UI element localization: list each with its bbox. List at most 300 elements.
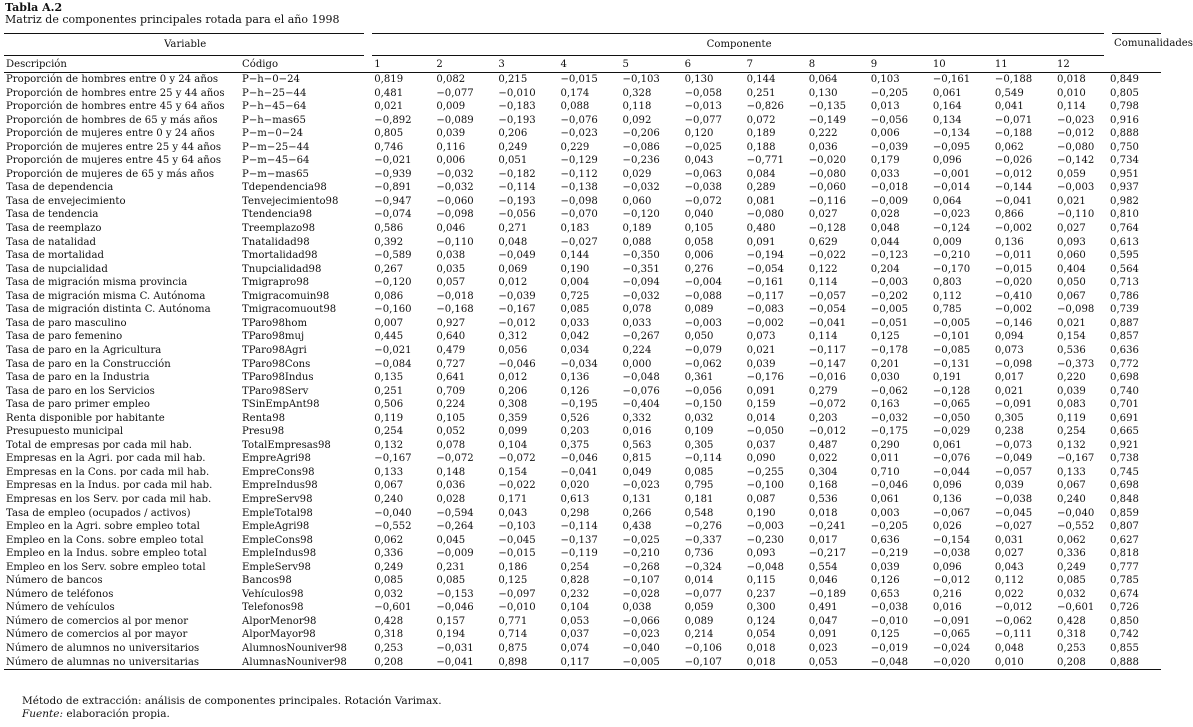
loading-value: 0,328 <box>622 87 652 99</box>
loading-value: 0,010 <box>989 656 1051 670</box>
table-row <box>4 168 1161 182</box>
loading-value: 0,136 <box>560 372 590 384</box>
loading-value: −0,045 <box>994 507 1033 519</box>
loading-value: 0,216 <box>932 588 962 600</box>
loading-value: 0,036 <box>808 141 838 153</box>
row-description: Número de alumnos no universitarios <box>6 642 200 654</box>
loading-value: 0,220 <box>1056 372 1086 384</box>
loading-value: 0,014 <box>746 412 776 424</box>
table-row <box>4 507 1161 521</box>
loading-value: 0,130 <box>808 87 838 99</box>
loading-value: 0,254 <box>560 561 590 573</box>
loading-value: 0,039 <box>994 480 1024 492</box>
loading-value: 0,062 <box>374 534 404 546</box>
comunalidad-value: 0,595 <box>1110 250 1139 262</box>
loading-value: −0,080 <box>1056 141 1095 153</box>
loading-value: −0,083 <box>746 304 784 316</box>
loading-value: 0,828 <box>560 575 590 587</box>
row-description: Número de bancos <box>6 575 103 587</box>
table-row <box>4 276 1161 290</box>
loading-value: 0,088 <box>622 236 652 248</box>
row-code: Telefonos98 <box>242 602 304 614</box>
loading-value: −0,076 <box>622 385 660 397</box>
loading-value: −0,023 <box>622 629 660 641</box>
loading-value: 0,062 <box>1056 534 1086 546</box>
loading-value: −0,009 <box>870 195 909 207</box>
loading-value: 0,181 <box>684 493 714 505</box>
row-code: Tenvejecimiento98 <box>242 195 339 207</box>
loading-value: 0,088 <box>560 101 590 113</box>
row-description: Empresas en la Cons. por cada mil hab. <box>6 466 210 478</box>
row-description: Tasa de envejecimiento <box>6 195 126 207</box>
row-description: Tasa de paro en la Industria <box>6 372 150 384</box>
loading-value: −0,098 <box>1056 304 1095 316</box>
loading-value: 0,154 <box>1056 331 1086 343</box>
loading-value: 0,157 <box>436 615 466 627</box>
loading-value: 0,548 <box>684 507 714 519</box>
loading-value: 0,094 <box>994 331 1024 343</box>
loading-value: −0,892 <box>374 114 412 126</box>
loading-value: −0,023 <box>560 128 598 140</box>
row-description: Tasa de migración misma C. Autónoma <box>6 290 206 302</box>
loading-value: 0,130 <box>684 74 714 86</box>
loading-value: 0,276 <box>684 263 714 275</box>
loading-value: 0,318 <box>374 629 404 641</box>
row-code: AlporMenor98 <box>242 615 317 627</box>
loading-value: −0,098 <box>994 358 1033 370</box>
loading-value: −0,018 <box>436 290 474 302</box>
loading-value: 0,927 <box>436 317 466 329</box>
loading-value: −0,049 <box>498 250 536 262</box>
loading-value: −0,138 <box>560 182 598 194</box>
loading-value: 0,000 <box>622 358 652 370</box>
loading-value: 0,033 <box>870 168 900 180</box>
table-row <box>4 236 1161 250</box>
row-code: EmpreIndus98 <box>242 480 318 492</box>
loading-value: 0,050 <box>684 331 714 343</box>
comunalidad-value: 0,764 <box>1110 223 1139 235</box>
loading-value: 0,061 <box>870 493 900 505</box>
loading-value: 0,007 <box>374 317 404 329</box>
row-description: Número de comercios al por mayor <box>6 629 188 641</box>
table-row <box>4 588 1161 602</box>
loading-value: −0,062 <box>994 615 1033 627</box>
row-code: TParo98Cons <box>242 358 311 370</box>
loading-value: 0,058 <box>684 236 714 248</box>
loading-value: −0,072 <box>498 453 536 465</box>
table-row <box>4 452 1161 466</box>
row-code: Vehículos98 <box>242 588 304 600</box>
loading-value: −0,038 <box>994 493 1033 505</box>
loading-value: −0,103 <box>498 521 536 533</box>
comunalidad-value: 0,627 <box>1110 534 1139 546</box>
loading-value: −0,014 <box>932 182 971 194</box>
loading-value: 0,037 <box>746 439 776 451</box>
loading-value: −0,072 <box>684 195 722 207</box>
loading-value: −0,048 <box>865 656 927 670</box>
row-code: TParo98muj <box>242 331 305 343</box>
loading-value: −0,167 <box>374 453 412 465</box>
loading-value: 0,206 <box>498 385 528 397</box>
loading-value: −0,193 <box>498 195 536 207</box>
loading-value: 0,144 <box>746 74 776 86</box>
loading-value: 0,487 <box>808 439 838 451</box>
loading-value: 0,304 <box>808 466 838 478</box>
comunalidad-value: 0,701 <box>1110 399 1139 411</box>
row-description: Número de vehículos <box>6 602 115 614</box>
loading-value: −0,009 <box>436 548 474 560</box>
loading-value: 0,105 <box>436 412 466 424</box>
loading-value: −0,048 <box>746 561 784 573</box>
row-code: EmpleTotal98 <box>242 507 313 519</box>
row-description: Tasa de tendencia <box>6 209 99 221</box>
loading-value: 0,148 <box>436 466 466 478</box>
loading-value: 0,819 <box>374 74 404 86</box>
loading-value: −0,032 <box>622 290 660 302</box>
loading-value: −0,057 <box>808 290 847 302</box>
loading-value: 0,086 <box>374 290 404 302</box>
comunalidad-value: 0,564 <box>1110 263 1139 275</box>
loading-value: 0,104 <box>498 439 528 451</box>
loading-value: 0,191 <box>932 372 962 384</box>
loading-value: 0,036 <box>436 480 466 492</box>
loading-value: 0,021 <box>374 101 404 113</box>
loading-value: 0,251 <box>374 385 404 397</box>
loading-value: −0,025 <box>622 534 660 546</box>
loading-value: 0,048 <box>870 223 900 235</box>
table-row <box>4 398 1161 412</box>
loading-value: 0,190 <box>560 263 590 275</box>
loading-value: 0,090 <box>746 453 776 465</box>
loading-value: −0,074 <box>374 209 412 221</box>
row-code: EmpleServ98 <box>242 561 311 573</box>
source-label: Fuente: <box>22 708 63 720</box>
loading-value: −0,002 <box>994 304 1033 316</box>
comunalidad-value: 0,740 <box>1110 385 1139 397</box>
loading-value: −0,026 <box>994 155 1033 167</box>
loading-value: −0,046 <box>560 453 598 465</box>
table-row <box>4 141 1161 155</box>
loading-value: −0,142 <box>1056 155 1095 167</box>
table-row <box>4 73 1161 87</box>
loading-value: 0,224 <box>622 344 652 356</box>
loading-value: 0,053 <box>560 615 590 627</box>
loading-value: 0,179 <box>870 155 900 167</box>
loading-value: −0,012 <box>808 426 847 438</box>
loading-value: 0,131 <box>622 493 652 505</box>
loading-value: −0,002 <box>994 223 1033 235</box>
comunalidad-value: 0,739 <box>1110 304 1139 316</box>
loading-value: 0,305 <box>684 439 714 451</box>
table-row <box>4 615 1161 629</box>
loading-value: −0,098 <box>560 195 598 207</box>
loading-value: −0,189 <box>808 588 847 600</box>
table-row <box>4 357 1161 371</box>
loading-value: −0,129 <box>560 155 598 167</box>
loading-value: 0,641 <box>436 372 466 384</box>
loading-value: −0,084 <box>374 358 412 370</box>
loading-value: −0,010 <box>870 615 909 627</box>
components-table <box>4 33 1193 670</box>
loading-value: 0,023 <box>808 642 838 654</box>
loading-value: −0,041 <box>808 317 847 329</box>
loading-value: 0,091 <box>808 629 838 641</box>
comunalidad-value: 0,818 <box>1110 548 1139 560</box>
loading-value: 0,201 <box>870 358 900 370</box>
comunalidad-value: 0,698 <box>1110 480 1139 492</box>
loading-value: −0,020 <box>808 155 847 167</box>
loading-value: 0,083 <box>1056 399 1086 411</box>
loading-value: 0,043 <box>994 561 1024 573</box>
table-row <box>4 317 1161 331</box>
loading-value: 0,120 <box>684 128 714 140</box>
loading-value: −0,023 <box>932 209 971 221</box>
row-description: Empleo en la Indus. sobre empleo total <box>6 548 207 560</box>
loading-value: 0,119 <box>1056 412 1086 424</box>
loading-value: 0,136 <box>932 493 962 505</box>
loading-value: −0,116 <box>808 195 847 207</box>
loading-value: −0,010 <box>498 87 536 99</box>
loading-value: −0,032 <box>622 182 660 194</box>
loading-value: 0,103 <box>870 74 900 86</box>
loading-value: −0,230 <box>746 534 784 546</box>
loading-value: −0,112 <box>560 168 598 180</box>
loading-value: −0,117 <box>808 344 847 356</box>
row-code: Tmigracomuin98 <box>242 290 330 302</box>
loading-value: −0,149 <box>808 114 847 126</box>
componente-header: Componente <box>368 34 1108 56</box>
loading-value: −0,071 <box>994 114 1033 126</box>
loading-value: −0,012 <box>994 602 1033 614</box>
loading-value: 0,067 <box>1056 290 1086 302</box>
loading-value: 0,815 <box>622 453 652 465</box>
variable-header: Variable <box>4 34 368 56</box>
loading-value: −0,067 <box>932 507 971 519</box>
loading-value: −0,011 <box>994 250 1033 262</box>
loading-value: −0,160 <box>374 304 412 316</box>
loading-value: −0,202 <box>870 290 909 302</box>
loading-value: 0,290 <box>870 439 900 451</box>
loading-value: 0,067 <box>374 480 404 492</box>
loading-value: 0,006 <box>684 250 714 262</box>
loading-value: 0,042 <box>560 331 590 343</box>
loading-value: 0,203 <box>808 412 838 424</box>
loading-value: −0,023 <box>622 480 660 492</box>
loading-value: 0,480 <box>746 223 776 235</box>
loading-value: 0,114 <box>808 331 838 343</box>
loading-value: 0,091 <box>746 236 776 248</box>
component-header-9: 9 <box>865 56 927 73</box>
component-header-5: 5 <box>617 56 679 73</box>
loading-value: 0,049 <box>622 466 652 478</box>
table-row <box>4 290 1161 304</box>
loading-value: 0,028 <box>870 209 900 221</box>
loading-value: 0,018 <box>746 642 776 654</box>
loading-value: −0,161 <box>932 74 971 86</box>
table-row <box>4 100 1161 114</box>
loading-value: 0,039 <box>436 128 466 140</box>
loading-value: 0,059 <box>684 602 714 614</box>
row-description: Tasa de dependencia <box>6 182 114 194</box>
loading-value: 0,021 <box>746 344 776 356</box>
loading-value: 0,805 <box>374 128 404 140</box>
row-description: Tasa de paro en los Servicios <box>6 385 155 397</box>
comunalidad-value: 0,805 <box>1110 87 1139 99</box>
loading-value: −0,015 <box>994 263 1033 275</box>
loading-value: −0,062 <box>870 385 909 397</box>
row-description: Tasa de paro femenino <box>6 331 123 343</box>
loading-value: 0,445 <box>374 331 404 343</box>
loading-value: −0,079 <box>684 344 722 356</box>
component-header-10: 10 <box>927 56 989 73</box>
loading-value: −0,161 <box>746 277 784 289</box>
row-description: Proporción de hombres de 65 y más años <box>6 114 218 126</box>
row-description: Proporción de mujeres de 65 y más años <box>6 168 215 180</box>
loading-value: −0,065 <box>932 399 971 411</box>
row-description: Tasa de natalidad <box>6 236 97 248</box>
loading-value: −0,002 <box>746 317 784 329</box>
table-row <box>4 574 1161 588</box>
loading-value: −0,147 <box>808 358 847 370</box>
loading-value: 0,312 <box>498 331 528 343</box>
loading-value: 0,134 <box>932 114 962 126</box>
loading-value: 0,021 <box>1056 195 1086 207</box>
loading-value: −0,003 <box>746 521 784 533</box>
loading-value: 0,438 <box>622 521 652 533</box>
loading-value: 0,232 <box>560 588 590 600</box>
loading-value: 0,112 <box>932 290 962 302</box>
loading-value: 0,027 <box>808 209 838 221</box>
loading-value: 0,096 <box>932 561 962 573</box>
loading-value: 0,046 <box>436 223 466 235</box>
comunalidad-value: 0,798 <box>1110 101 1139 113</box>
comunalidad-value: 0,613 <box>1110 236 1139 248</box>
loading-value: 0,208 <box>1051 656 1108 670</box>
loading-value: −0,003 <box>684 317 722 329</box>
loading-value: 0,006 <box>436 155 466 167</box>
loading-value: −0,128 <box>932 385 971 397</box>
comunalidad-value: 0,857 <box>1110 331 1139 343</box>
loading-value: −0,552 <box>374 521 412 533</box>
loading-value: −0,188 <box>994 74 1033 86</box>
loading-value: −0,058 <box>684 87 722 99</box>
loading-value: −0,077 <box>684 588 722 600</box>
loading-value: 0,206 <box>498 128 528 140</box>
loading-value: 0,194 <box>436 629 466 641</box>
loading-value: 0,093 <box>1056 236 1086 248</box>
loading-value: −0,111 <box>994 629 1033 641</box>
row-description: Empresas en los Serv. por cada mil hab. <box>6 493 212 505</box>
loading-value: −0,107 <box>622 575 660 587</box>
loading-value: −0,027 <box>560 236 598 248</box>
loading-value: −0,015 <box>560 74 598 86</box>
table-caption <box>5 2 340 26</box>
table-row <box>4 249 1161 263</box>
loading-value: −0,012 <box>498 317 536 329</box>
row-code: Presu98 <box>242 426 285 438</box>
loading-value: 0,124 <box>746 615 776 627</box>
loading-value: −0,070 <box>560 209 598 221</box>
loading-value: 0,009 <box>436 101 466 113</box>
loading-value: −0,144 <box>994 182 1033 194</box>
row-code: EmpleIndus98 <box>242 548 317 560</box>
loading-value: −0,183 <box>498 101 536 113</box>
loading-value: −0,167 <box>1056 453 1095 465</box>
comunalidades-header <box>1108 34 1193 73</box>
loading-value: 0,267 <box>374 263 404 275</box>
loading-value: 0,163 <box>870 399 900 411</box>
loading-value: −0,041 <box>430 656 492 670</box>
loading-value: −0,040 <box>1056 507 1095 519</box>
loading-value: 0,053 <box>803 656 865 670</box>
row-code: Tmortalidad98 <box>242 250 318 262</box>
loading-value: −0,268 <box>622 561 660 573</box>
loading-value: 0,037 <box>560 629 590 641</box>
loading-value: −0,040 <box>622 642 660 654</box>
loading-value: 0,231 <box>436 561 466 573</box>
loading-value: −0,005 <box>617 656 679 670</box>
loading-value: 0,132 <box>374 439 404 451</box>
loading-value: −0,135 <box>808 101 847 113</box>
loading-value: −0,012 <box>994 168 1033 180</box>
comunalidad-value: 0,777 <box>1110 561 1139 573</box>
loading-value: 0,081 <box>746 195 776 207</box>
loading-value: 0,067 <box>1056 480 1086 492</box>
loading-value: −0,589 <box>374 250 412 262</box>
row-description: Proporción de mujeres entre 25 y 44 años <box>6 141 222 153</box>
row-code: TSinEmpAnt98 <box>242 399 320 411</box>
comunalidad-value: 0,810 <box>1110 209 1139 221</box>
row-code: P−m−25−44 <box>242 141 310 153</box>
row-description: Tasa de mortalidad <box>6 250 104 262</box>
loading-value: −0,088 <box>684 290 722 302</box>
loading-value: −0,066 <box>622 615 660 627</box>
loading-value: −0,410 <box>994 290 1033 302</box>
loading-value: −0,019 <box>870 642 909 654</box>
component-header-4: 4 <box>554 56 616 73</box>
table-row <box>4 222 1161 236</box>
loading-value: −0,048 <box>622 372 660 384</box>
loading-value: −0,038 <box>684 182 722 194</box>
loading-value: −0,210 <box>932 250 971 262</box>
loading-value: −0,110 <box>436 236 474 248</box>
loading-value: 0,254 <box>374 426 404 438</box>
row-code: EmpleCons98 <box>242 534 313 546</box>
loading-value: −0,947 <box>374 195 412 207</box>
loading-value: 0,746 <box>374 141 404 153</box>
comunalidad-value: 0,888 <box>1108 656 1161 670</box>
component-header-3: 3 <box>492 56 554 73</box>
loading-value: 0,359 <box>498 412 528 424</box>
loading-value: 0,027 <box>994 548 1024 560</box>
loading-value: −0,076 <box>560 114 598 126</box>
loading-value: 0,018 <box>1056 74 1086 86</box>
table-row <box>4 303 1161 317</box>
loading-value: 0,771 <box>498 615 528 627</box>
row-code: Treemplazo98 <box>242 223 316 235</box>
loading-value: −0,601 <box>374 602 412 614</box>
loading-value: −0,016 <box>808 372 847 384</box>
row-description: Tasa de migración distinta C. Autónoma <box>6 304 211 316</box>
loading-value: 0,033 <box>560 317 590 329</box>
loading-value: −0,236 <box>622 155 660 167</box>
loading-value: 0,062 <box>994 141 1024 153</box>
loading-value: 0,266 <box>622 507 652 519</box>
loading-value: 0,020 <box>560 480 590 492</box>
loading-value: −0,072 <box>808 399 847 411</box>
loading-value: −0,013 <box>684 101 722 113</box>
codigo-header: Código <box>240 56 368 73</box>
